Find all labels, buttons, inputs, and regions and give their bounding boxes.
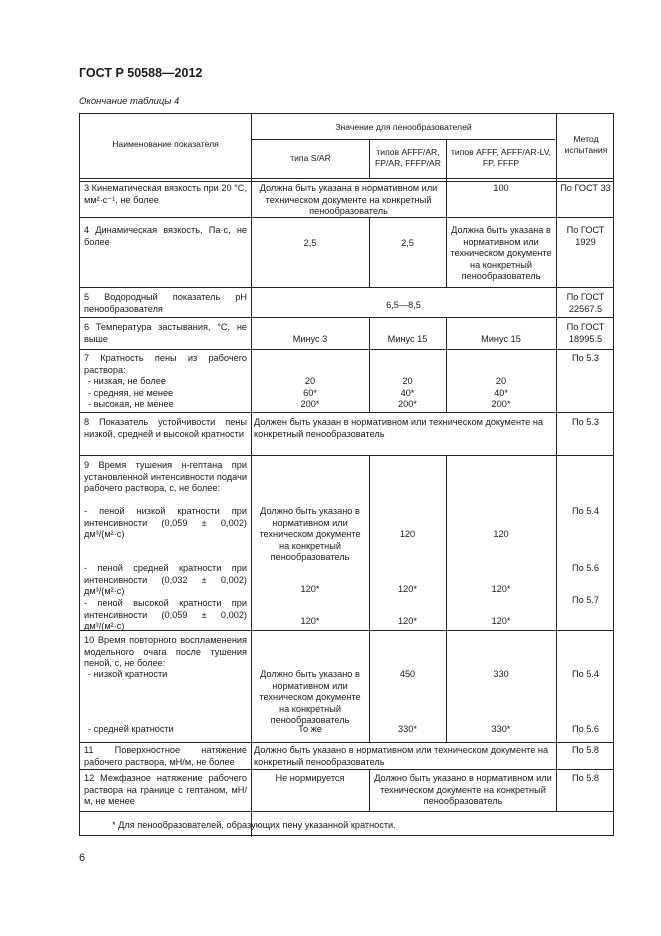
row9-col2-mid: 120* — [398, 584, 417, 594]
row6-name: 6 Температура застывания, °С, не выше — [84, 322, 247, 344]
row8-method: По 5.3 — [571, 417, 600, 427]
row-rule — [80, 742, 613, 743]
col-rule — [446, 217, 447, 287]
row4-col2: 2,5 — [401, 238, 414, 248]
row10-method-mid: По 5.6 — [571, 724, 600, 734]
row7-col1-value: 60* — [303, 387, 317, 398]
row7-col3 — [449, 376, 553, 411]
row9-col3-high: 120* — [491, 616, 511, 626]
row10-col3-low: 330 — [493, 669, 509, 679]
header-subrule — [251, 139, 555, 140]
row4-name: 4 Динамическая вязкость, Па·с, не более — [84, 225, 247, 247]
row7-item: - высокая, не менее — [88, 399, 174, 410]
row7-col3-value: 40* — [494, 387, 508, 398]
header-type-afff: типов AFFF, AFFF/AR-LV, FP, FFFP — [450, 147, 552, 168]
row-rule — [80, 349, 613, 350]
header-double-rule — [80, 178, 613, 182]
row10-method-low: По 5.4 — [571, 669, 600, 679]
row5-merged: 6,5—8,5 — [386, 300, 421, 310]
row7-col2-value: 20 — [402, 376, 413, 386]
row-rule — [80, 412, 613, 413]
row4-col3: Должна быть указана в нормативном или техническом документе на конкретный пенообразователь — [450, 225, 552, 282]
row-rule — [80, 287, 613, 288]
row7-col3-value: 200* — [491, 399, 511, 410]
header-method: Метод испытания — [564, 134, 608, 155]
row9-item-low: - пеной низкой кратности при интенсивности (0,059 ± 0,002) дм³/(м²·с) — [84, 506, 247, 540]
row9-method-mid: По 5.6 — [571, 563, 600, 573]
row6-col2: Минус 15 — [387, 334, 428, 344]
row9-col2-high: 120* — [398, 616, 417, 626]
row7-col2 — [372, 376, 443, 411]
row3-merged: Должна быть указана в нормативном или техническом документе на конкретный пенообразователь — [259, 183, 438, 217]
row9-method-high: По 5.7 — [571, 595, 600, 605]
col-rule — [446, 317, 447, 412]
row3-col3: 100 — [493, 183, 509, 193]
row9-name: 9 Время тушения н-гептана при установленной интенсивности подачи рабочего раствора, с, не более: — [84, 460, 247, 494]
col-rule — [251, 114, 252, 837]
row9-method-low: По 5.4 — [571, 506, 600, 516]
header-type-sar: типа S/AR — [290, 153, 331, 163]
row9-col1-high: 120* — [300, 616, 320, 626]
row12-name: 12 Межфазное натяжение рабочего раствора на границе с гептаном, мН/м, не менее — [84, 773, 247, 807]
row4-col1: 2,5 — [303, 238, 317, 248]
col-rule — [446, 178, 447, 218]
row-rule — [80, 769, 613, 770]
row9-item-mid: - пеной средней кратности при интенсивности (0,032 ± 0,002) дм³/(м²·с) — [84, 563, 247, 597]
row8-name: 8 Показатель устойчивости пены низкой, средней и высокой кратности — [84, 417, 247, 439]
row12-col23: Должно быть указано в нормативном или техническом документе на конкретный пенообразователь — [374, 773, 552, 807]
row10-col1-text: Должно быть указано в нормативном или техническом документе на конкретный пенообразователь — [259, 669, 361, 726]
row10-col2-mid: 330* — [398, 724, 417, 734]
row-rule — [80, 317, 613, 318]
row7-col3-value: 20 — [495, 376, 507, 386]
row10-col1-mid: То же — [298, 724, 322, 734]
row9-col1-text: Должно быть указано в нормативном или техническом документе на конкретный пенообразователь — [259, 506, 361, 563]
row11-method: По 5.8 — [571, 745, 600, 755]
row10-col3-mid: 330* — [491, 724, 511, 734]
row8-merged: Должен быть указан в нормативном или техническом документе на конкретный пенообразователь — [254, 417, 543, 439]
col-rule — [369, 139, 370, 179]
row5-method: По ГОСТ 22567.5 — [566, 292, 605, 314]
table-footnote: * Для пенообразователей, образующих пену указанной кратности. — [112, 820, 396, 830]
row3-method: По ГОСТ 33 — [560, 183, 611, 193]
row9-col3-low: 120 — [493, 529, 509, 539]
row12-col1: Не нормируется — [275, 773, 345, 783]
col-rule — [446, 455, 447, 742]
row11-merged: Должно быть указано в нормативном или техническом документе на конкретный пенообразователь — [254, 745, 549, 767]
row7-item: - низкая, не более — [88, 376, 166, 386]
header-values-group: Значение для пенообразователей — [335, 122, 472, 132]
table-caption: Окончание таблицы 4 — [79, 96, 180, 107]
row6-col1: Минус 3 — [292, 334, 328, 344]
row7-item: - средняя, не менее — [88, 387, 174, 398]
row7-col1-value: 20 — [304, 376, 316, 386]
row7-col2-value: 40* — [400, 387, 415, 398]
document-number: ГОСТ Р 50588—2012 — [79, 66, 203, 80]
row9-col2-low: 120 — [399, 529, 416, 539]
col-rule — [369, 217, 370, 287]
row10-name: 10 Время повторного воспламенения модельного очага после тушения пеной, с, не более: — [84, 635, 247, 669]
row-rule — [80, 811, 613, 812]
row11-name: 11 Поверхностное натяжение рабочего раствора, мН/м, не более — [84, 745, 247, 767]
row3-name: 3 Кинематическая вязкость при 20 °С, мм²·с⁻¹, не более — [84, 183, 247, 205]
col-rule — [446, 139, 447, 179]
header-indicator: Наименование показателя — [112, 139, 219, 149]
col-rule — [556, 114, 557, 811]
row5-name: 5 Водородный показатель pH пенообразователя — [84, 292, 247, 314]
row7-items — [88, 376, 248, 411]
row7-name: 7 Кратность пены из рабочего раствора: — [84, 353, 247, 375]
row4-method: По ГОСТ 1929 — [566, 225, 605, 247]
row9-item-high: - пеной высокой кратности при интенсивности (0,059 ± 0,002) дм³/(м²·с) — [84, 598, 247, 632]
row10-item-low: - низкой кратности — [88, 669, 168, 679]
col-rule — [369, 455, 370, 742]
row7-col1-value: 200* — [300, 399, 320, 410]
col-rule — [369, 769, 370, 811]
col-rule — [369, 317, 370, 412]
row7-method: По 5.3 — [571, 353, 600, 363]
row9-col1-mid: 120* — [300, 584, 320, 594]
header-type-afff-ar: типов AFFF/AR, FP/AR, FFFP/AR — [375, 147, 441, 168]
row7-col2-value: 200* — [398, 399, 417, 410]
row6-col3: Минус 15 — [481, 334, 521, 344]
data-table — [79, 113, 614, 836]
row12-method: По 5.8 — [571, 773, 600, 783]
row6-method: По ГОСТ 18995.5 — [566, 322, 605, 344]
page-number: 6 — [79, 852, 86, 864]
row7-col1 — [254, 376, 366, 411]
row10-col2-low: 450 — [399, 669, 416, 679]
row9-col3-mid: 120* — [491, 584, 511, 594]
row-rule — [80, 455, 613, 456]
row10-item-mid: - средней кратности — [88, 724, 174, 734]
